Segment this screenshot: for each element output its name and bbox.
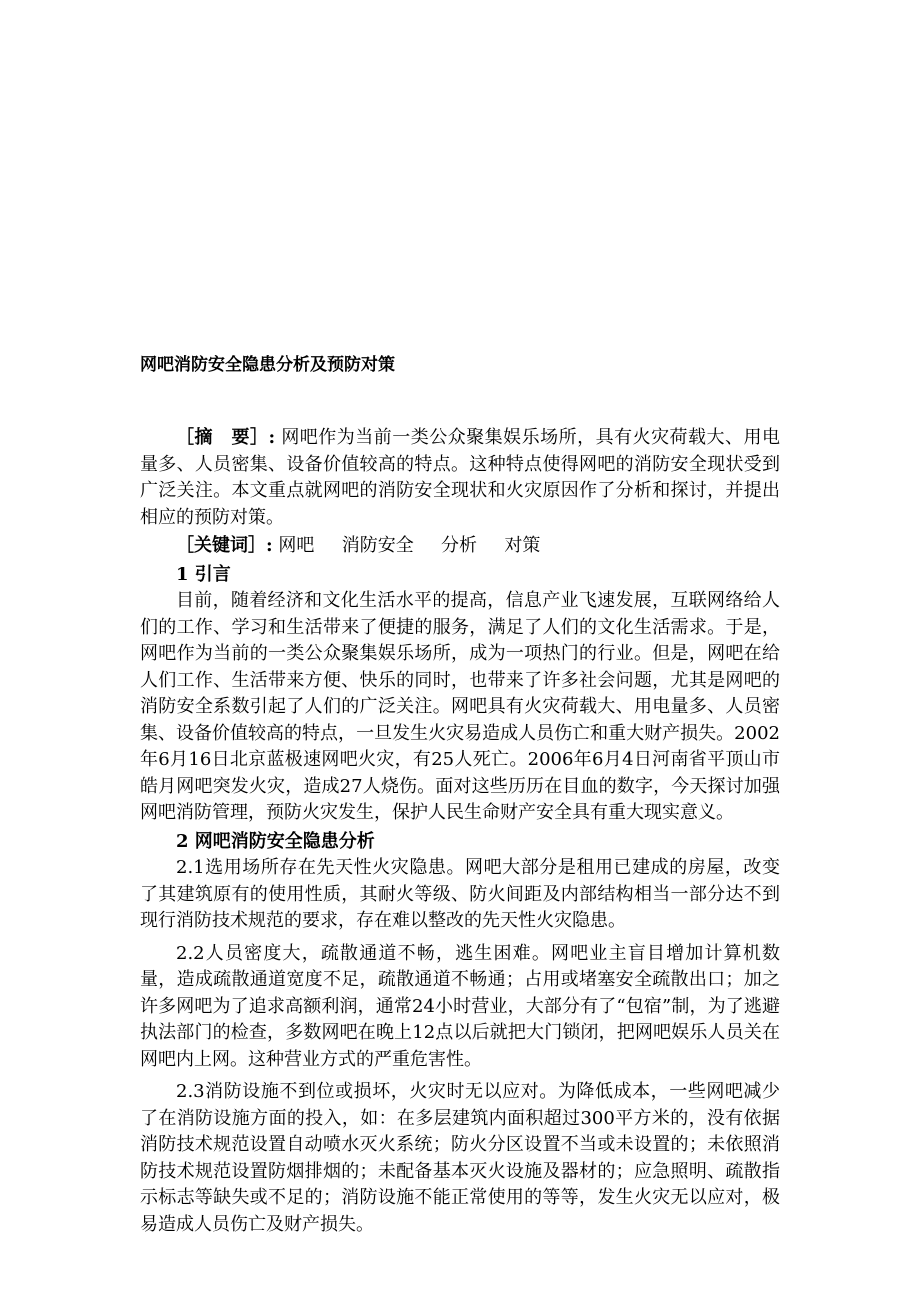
section-heading-analysis: 2 网吧消防安全隐患分析 — [176, 830, 375, 852]
document-body — [140, 425, 780, 1238]
analysis-paragraph-2-1: 2.1选用场所存在先天性火灾隐患。网吧大部分是租用已建成的房屋，改变了其建筑原有的使用性质，其耐火等级、防火间距及内部结构相当一部分达不到现行消防技术规范的要求，存在难以整改的先天性火灾隐患。 — [140, 857, 780, 931]
keyword-item: 消防安全 — [341, 535, 414, 556]
keyword-item: 对策 — [504, 535, 541, 556]
abstract-paragraph — [140, 425, 780, 531]
abstract-text: 网吧作为当前一类公众聚集娱乐场所，具有火灾荷载大、用电量多、人员密集、设备价值较高的特点。这种特点使得网吧的消防安全现状受到广泛关注。本文重点就网吧的消防安全现状和火灾原因作了分析和探讨，并提出相应的预防对策。 — [140, 427, 780, 528]
keywords-line — [140, 533, 780, 560]
abstract-label: ［摘 要］: — [176, 427, 276, 448]
analysis-paragraph-2-2: 2.2人员密度大，疏散通道不畅，逃生困难。网吧业主盲目增加计算机数量，造成疏散通道宽度不足，疏散通道不畅通；占用或堵塞安全疏散出口；加之许多网吧为了追求高额利润，通常24小时营业，大部分有了“包宿”制，为了逃避执法部门的检查，多数网吧在晚上12点以后就把大门锁闭，把网吧娱乐人员关在网吧内上网。这种营业方式的严重危害性。 — [140, 942, 780, 1070]
keywords-label: ［关键词］: — [176, 535, 273, 556]
analysis-paragraph-2-3: 2.3消防设施不到位或损坏，火灾时无以应对。为降低成本，一些网吧减少了在消防设施方面的投入，如：在多层建筑内面积超过300平方米的，没有依据消防技术规范设置自动喷水灭火系统；防火分区设置不当或未设置的；未依照消防技术规范设置防烟排烟的；未配备基本灭火设施及器材的；应急照明、疏散指示标志等缺失或不足的；消防设施不能正常使用的等等，发生火灾无以应对，极易造成人员伤亡及财产损失。 — [140, 1081, 780, 1235]
keyword-item: 分析 — [441, 535, 478, 556]
intro-paragraph: 目前，随着经济和文化生活水平的提高，信息产业飞速发展，互联网络给人们的工作、学习和生活带来了便捷的服务，满足了人们的文化生活需求。于是，网吧作为当前的一类公众聚集娱乐场所，成为一项热门的行业。但是，网吧在给人们工作、生活带来方便、快乐的同时，也带来了许多社会问题，尤其是网吧的消防安全系数引起了人们的广泛关注。网吧具有火灾荷载大、用电量多、人员密集、设备价值较高的特点，一旦发生火灾易造成人员伤亡和重大财产损失。2002年6月16日北京蓝极速网吧火灾，有25人死亡。2006年6月4日河南省平顶山市皓月网吧突发火灾，造成27人烧伤。面对这些历历在目血的数字，今天探讨加强网吧消防管理，预防火灾发生，保护人民生命财产安全具有重大现实意义。 — [140, 590, 780, 823]
document-title: 网吧消防安全隐患分析及预防对策 — [140, 355, 395, 375]
keyword-item: 网吧 — [278, 535, 315, 556]
section-heading-intro: 1 引言 — [176, 563, 231, 585]
